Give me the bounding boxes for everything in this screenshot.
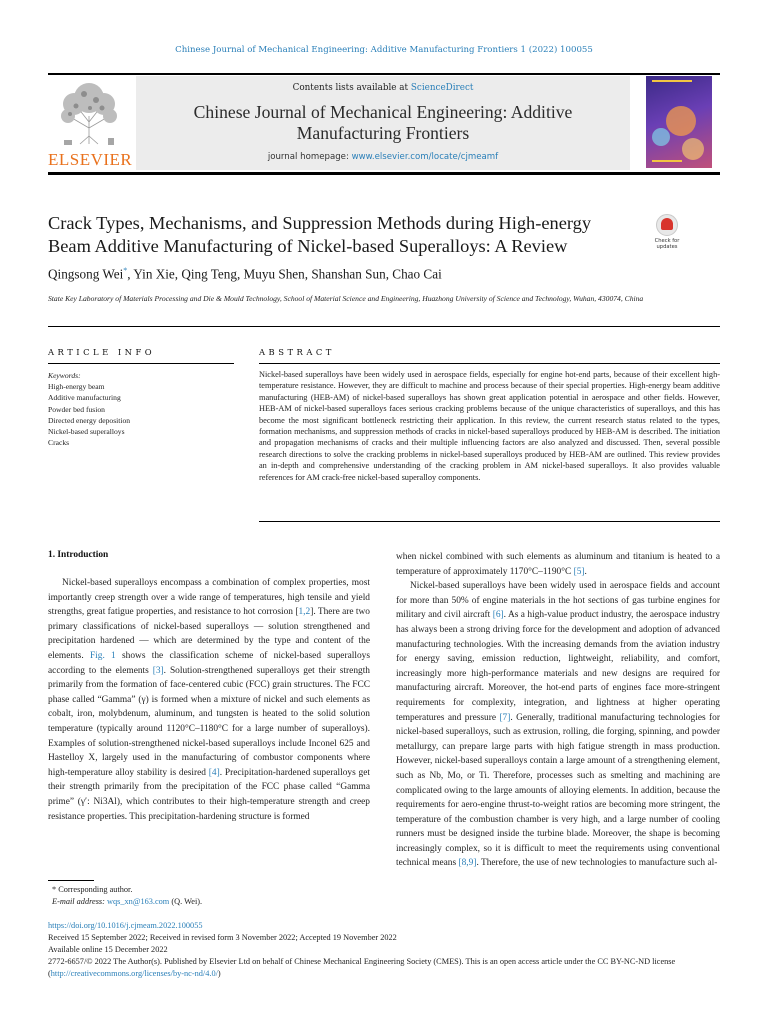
intro-paragraph	[396, 579, 720, 871]
intro-paragraph-continued	[396, 550, 720, 579]
doi-link[interactable]: https://doi.org/10.1016/j.cjmeam.2022.100055	[48, 921, 203, 930]
crossmark-ribbon	[661, 218, 673, 230]
cover-stripe	[652, 160, 682, 162]
article-info-rule	[48, 363, 234, 364]
homepage-prefix: journal homepage:	[267, 152, 352, 162]
article-metadata	[48, 920, 720, 980]
text-run: . Solution-strengthened superalloys get their strength primarily from the formation of face-centered cubic (FCC) grain structures. The FCC phase called “Gamma” (γ) is formed when a mixture of nickel and such elements as cobalt, iron, molybdenum, aluminum, and tungsten is heated to the solid solution temperature (typically around 1120°C–1180°C for a large number of superalloys). Examples of solution-strengthened nickel-based superalloys include Inconel 625 and Hastelloy X, largely used in the manufacturing of combustor components where high-temperature alloy stability is desired	[48, 665, 370, 778]
text-run: when nickel combined with such elements as aluminum and titanium is heated to a temperature of approximately 1170°C–1190°C	[396, 552, 720, 577]
text-run: .	[584, 566, 587, 577]
other-authors: , Yin Xie, Qing Teng, Muyu Shen, Shanshan Sun, Chao Cai	[127, 266, 442, 282]
citation-link[interactable]: [5]	[573, 566, 585, 577]
text-run: 2772-6657/© 2022 The Author(s). Published by Elsevier Ltd on behalf of Chinese Mechanical Engineering Society (CMES). This is an open access article under the CC BY-NC-ND license (	[48, 956, 676, 978]
citation-link[interactable]: 1,2	[298, 607, 311, 618]
keywords-label: Keywords:	[48, 371, 81, 380]
running-head[interactable]: Chinese Journal of Mechanical Engineering: Additive Manufacturing Frontiers 1 (2022) 100055	[175, 45, 593, 55]
crossmark-label: Check for updates	[654, 238, 680, 250]
email-label: E-mail address:	[52, 897, 107, 907]
text-run: ]. There are two primary classifications of nickel-based superalloys — solution strengthened and precipitation hardened — which are determined by the type and content of the elements.	[48, 607, 370, 661]
text-run: Nickel-based superalloys encompass a combination of complex properties, most importantly creep strength over a wide range of temperatures, high tensile and yield strengths, great fatigue properties, and resistance to hot corrosion [	[48, 578, 370, 618]
keyword-item: Directed energy deposition	[48, 415, 131, 425]
keyword-item: Nickel-based superalloys	[48, 427, 125, 437]
affiliation: State Key Laboratory of Materials Processing and Die & Mould Technology, School of Material Science and Engineering, Huazhong University of Science and Technology, Wuhan, 430074, China	[48, 294, 644, 303]
keyword-item: High-energy beam	[48, 382, 105, 392]
elsevier-tree-icon	[56, 78, 122, 146]
abstract-text: Nickel-based superalloys have been widely used in aerospace fields, especially for engine hot-end parts, because of their excellent high-temperature resistance. However, they are difficult to machine and process because of their special properties. High-energy beam additive manufacturing (HEB-AM) of nickel-based superalloys has shown great application potential in aerospace and other fields. However, HEB-AM of nickel-based superalloys faces serious cracking problems because of the unique characteristics of superalloys, and this has become the most significant bottleneck restricting their application. In this review, the current research status related to the types, formation mechanisms, and suppression methods of cracks in nickel-based superalloys produced by HEB-AM is described. The initiation and propagation mechanisms of cracks and their multiple influencing factors are also analyzed and discussed. Then, several possible research directions to solve the cracking problems in nickel-based superalloys produced by HEB-AM are outlined. This review provides an in-depth and comprehensive understanding of the cracking problem in AM nickel-based superalloys. It also provides valuable references for AM crack-free nickel-based superalloy components.	[259, 370, 720, 482]
journal-header-box	[136, 76, 630, 170]
sciencedirect-link[interactable]: ScienceDirect	[410, 83, 474, 93]
cover-orb	[682, 138, 704, 160]
first-author[interactable]: Qingsong Wei	[48, 266, 124, 282]
keywords-block	[48, 370, 238, 448]
text-run: . Generally, traditional manufacturing technologies for nickel-based superalloys, such as extrusion, rolling, die forging, spinning, and powder metallurgy, can prepare large parts with high fatigue strength in mass production. However, nickel-based superalloys contain a large amount of a strengthening element, such as Nb, Mo, or Ti. Therefore, processes such as smelting and machining are complicated owing to the large amounts of alloying elements. In addition, because the requirements for aero-engine thrust-to-weight ratios are becoming more stringent, the temperature of the combustion chamber is very high, and a large number of cooling runners must be designed inside the turbine blade. Moreover, the shape is becoming increasingly complex, so it is difficult to meet the requirements using conventional technical means	[396, 712, 720, 869]
abstract-heading: ABSTRACT	[259, 347, 335, 357]
citation-link[interactable]: [3]	[152, 665, 164, 676]
text-run: Nickel-based superalloys have been widely used in aerospace fields and account for more than 50% of engine materials in the hot sections of gas turbine engines for military and civil aircraft	[396, 581, 720, 621]
cover-stripe	[652, 80, 692, 82]
citation-link[interactable]: [4]	[208, 767, 220, 778]
section-rule	[48, 326, 720, 327]
email-link[interactable]: wqs_xn@163.com	[107, 897, 170, 907]
contents-line	[136, 83, 630, 93]
body-column-left	[48, 576, 370, 824]
citation-link[interactable]: [6]	[492, 610, 504, 621]
journal-title[interactable]: Chinese Journal of Mechanical Engineering: Additive Manufacturing Frontiers	[193, 102, 573, 143]
license-link[interactable]: http://creativecommons.org/licenses/by-nc-nd/4.0/	[50, 968, 218, 978]
email-line	[52, 896, 372, 908]
email-suffix: (Q. Wei).	[169, 897, 203, 907]
abstract-bottom-rule	[259, 521, 720, 522]
journal-cover-image[interactable]	[646, 76, 712, 168]
received-dates: Received 15 September 2022; Received in revised form 3 November 2022; Accepted 19 November 2022	[48, 932, 397, 942]
text-run: shows the classification scheme of nickel-based superalloys according to the elements	[48, 650, 370, 676]
text-run: . As a high-value product industry, the aerospace industry has always been a strong driving force for the development and adoption of advanced manufacturing technologies. With the increasing demands from the aviation industry for energy saving, emission reduction, lightweight, reliability, and comfort, increasingly more high-performance materials and new designs are required for manufacturing aircraft. Moreover, the hot-end parts of engines face more-stringent requirements for complexity, integration, and lightness at higher operating temperatures and pressure	[396, 610, 720, 723]
contents-prefix: Contents lists available at	[292, 83, 411, 93]
elsevier-wordmark: ELSEVIER	[48, 150, 133, 169]
license-text	[48, 956, 720, 980]
text-run: )	[217, 968, 221, 978]
cover-orb	[666, 106, 696, 136]
homepage-line	[136, 152, 630, 162]
header-top-rule	[48, 73, 720, 75]
cover-orb	[652, 128, 670, 146]
corresponding-author-footnote	[52, 884, 372, 908]
keyword-item: Cracks	[48, 438, 70, 448]
citation-link[interactable]: [7]	[499, 712, 511, 723]
text-run: . Therefore, the use of new technologies to manufacture such al-	[476, 858, 718, 869]
corresponding-author-label: * Corresponding author.	[52, 885, 133, 894]
article-info-heading: ARTICLE INFO	[48, 347, 156, 357]
body-column-right	[396, 550, 720, 871]
elsevier-logo[interactable]	[48, 78, 133, 170]
introduction-heading: 1. Introduction	[48, 550, 109, 560]
text-run: . Precipitation-hardened superalloys get their strength primarily from the precipitation of the FCC phase called “Gamma prime” (γ′: Ni3Al), which contributes to their high-temperature strength and creep resistance properties. This precipitation-hardening structure is formed	[48, 767, 370, 822]
corresponding-author-mark[interactable]: *	[123, 266, 128, 275]
keyword-item: Powder bed fusion	[48, 404, 105, 414]
header-bottom-rule	[48, 172, 720, 175]
figure-link[interactable]: Fig. 1	[89, 650, 116, 661]
intro-paragraph	[48, 576, 370, 824]
crossmark-badge[interactable]	[650, 214, 684, 258]
footnote-rule	[48, 880, 94, 881]
author-list	[48, 266, 720, 282]
keyword-item: Additive manufacturing	[48, 393, 121, 403]
journal-homepage-link[interactable]: www.elsevier.com/locate/cjmeamf	[351, 152, 499, 162]
abstract-rule	[259, 363, 720, 364]
article-title: Crack Types, Mechanisms, and Suppression Methods during High-energy Beam Additive Manufacturing of Nickel-based Superalloys: A Review	[48, 213, 592, 256]
citation-link[interactable]: [8,9]	[458, 858, 477, 869]
available-online: Available online 15 December 2022	[48, 944, 168, 954]
